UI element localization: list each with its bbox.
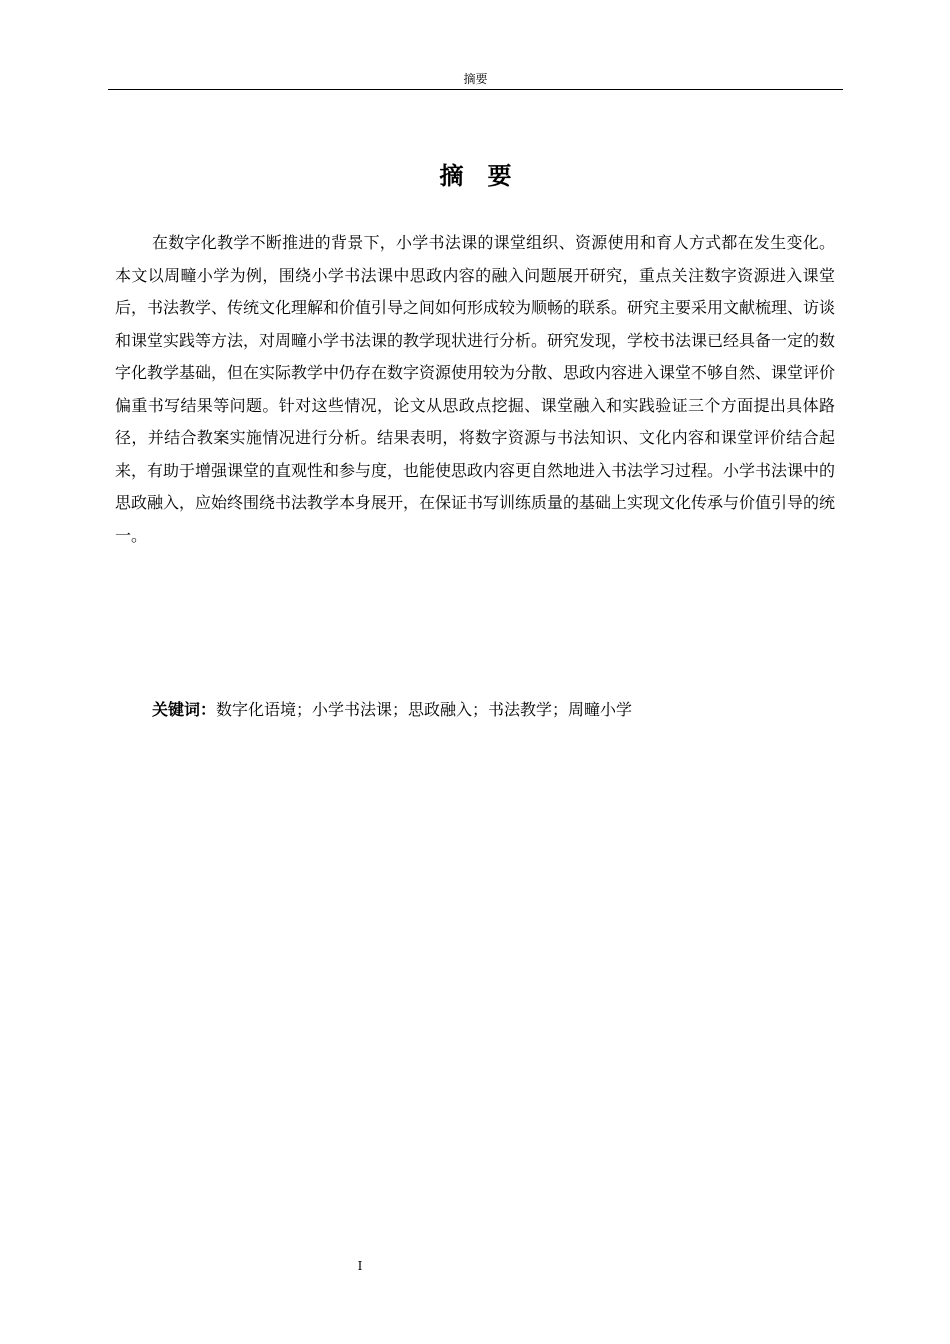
header-rule <box>108 89 843 90</box>
keywords-value: 数字化语境；小学书法课；思政融入；书法教学；周疃小学 <box>216 700 633 719</box>
abstract-body: 在数字化教学不断推进的背景下，小学书法课的课堂组织、资源使用和育人方式都在发生变化。本文以周疃小学为例，围绕小学书法课中思政内容的融入问题展开研究，重点关注数字资源进入课堂后，书法教学、传统文化理解和价值引导之间如何形成较为顺畅的联系。研究主要采用文献梳理、访谈和课堂实践等方法，对周疃小学书法课的教学现状进行分析。研究发现，学校书法课已经具备一定的数字化教学基础，但在实际教学中仍存在数字资源使用较为分散、思政内容进入课堂不够自然、课堂评价偏重书写结果等问题。针对这些情况，论文从思政点挖掘、课堂融入和实践验证三个方面提出具体路径，并结合教案实施情况进行分析。结果表明，将数字资源与书法知识、文化内容和课堂评价结合起来，有助于增强课堂的直观性和参与度，也能使思政内容更自然地进入书法学习过程。小学书法课中的思政融入，应始终围绕书法教学本身展开，在保证书写训练质量的基础上实现文化传承与价值引导的统一。 <box>115 233 836 545</box>
running-header: 摘要 <box>463 72 488 86</box>
keywords-label: 关键词： <box>152 700 217 719</box>
page-title: 摘要 <box>439 162 536 190</box>
keywords-line <box>152 694 842 726</box>
page-number: I <box>357 1259 363 1273</box>
